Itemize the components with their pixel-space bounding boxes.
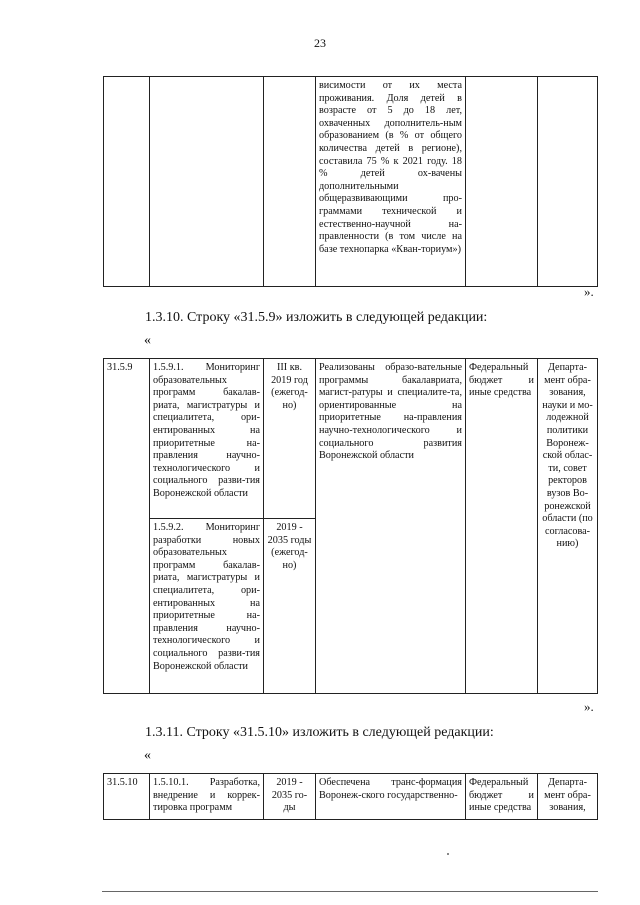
footer-rule <box>102 891 598 892</box>
table-cell <box>264 77 316 287</box>
task-cell: 1.5.10.1. Разработка, внедрение и коррек-тировка программ <box>150 774 264 820</box>
term-cell: 2019 - 2035 годы (ежегод-но) <box>264 519 316 694</box>
table-fragment-top <box>103 76 598 287</box>
opening-quote: « <box>144 748 151 763</box>
table-row-31-5-10 <box>103 773 598 820</box>
result-cell: висимости от их места проживания. Доля детей в возрасте от 5 до 18 лет, охваченных дополнитель-ным образованием (в % от общего количества детей в регионе), составила 75 % к 2021 году. 18 % детей ох-вачены дополнительными общеразвивающими про-граммами технической и естественно-научной на-правленности (в том числе на базе технопарка «Кван-ториум») <box>316 77 466 287</box>
table-row-31-5-9 <box>103 358 598 694</box>
table-cell <box>466 77 538 287</box>
table-cell <box>150 77 264 287</box>
closing-quote: ». <box>584 284 594 299</box>
scan-speck <box>447 853 449 855</box>
term-cell: III кв. 2019 год (ежегод-но) <box>264 359 316 519</box>
task-cell: 1.5.9.1. Мониторинг образовательных программ бакалав-риата, магистратуры и специалитета, ори-ентированных на приоритетные на-правления научно-технологического и социального разви-тия Воронежской области <box>150 359 264 519</box>
result-cell: Реализованы образо-вательные программы бакалавриата, магист-ратуры и специалите-та, ориентированные на приоритетные на-правления научно-технологического и социального развития Воронежской области <box>316 359 466 694</box>
table-cell <box>104 77 150 287</box>
page-number: 23 <box>314 36 326 50</box>
closing-quote: ». <box>584 699 594 714</box>
row-code: 31.5.9 <box>104 359 150 694</box>
task-cell: 1.5.9.2. Мониторинг разработки новых образовательных программ бакалав-риата, магистратуры и специалитета, ори-ентированных на приоритетные на-правления научно-технологического и социального разви-тия Воронежской области <box>150 519 264 694</box>
section-heading-1-3-10: 1.3.10. Строку «31.5.9» изложить в следующей редакции: <box>145 310 488 325</box>
section-heading-1-3-11: 1.3.11. Строку «31.5.10» изложить в следующей редакции: <box>145 725 494 740</box>
funding-cell: Федеральный бюджет и иные средства <box>466 774 538 820</box>
term-cell: 2019 - 2035 го-ды <box>264 774 316 820</box>
table-cell <box>538 77 598 287</box>
executor-cell: Департа-мент обра-зования, науки и мо-лодежной политики Воронеж-ской облас-ти, совет ректоров вузов Во-ронежской области (по согласова-нию) <box>538 359 598 694</box>
opening-quote: « <box>144 333 151 348</box>
funding-cell: Федеральный бюджет и иные средства <box>466 359 538 694</box>
result-cell: Обеспечена транс-формация Воронеж-ского государственно- <box>316 774 466 820</box>
executor-cell: Департа-мент обра-зования, <box>538 774 598 820</box>
row-code: 31.5.10 <box>104 774 150 820</box>
